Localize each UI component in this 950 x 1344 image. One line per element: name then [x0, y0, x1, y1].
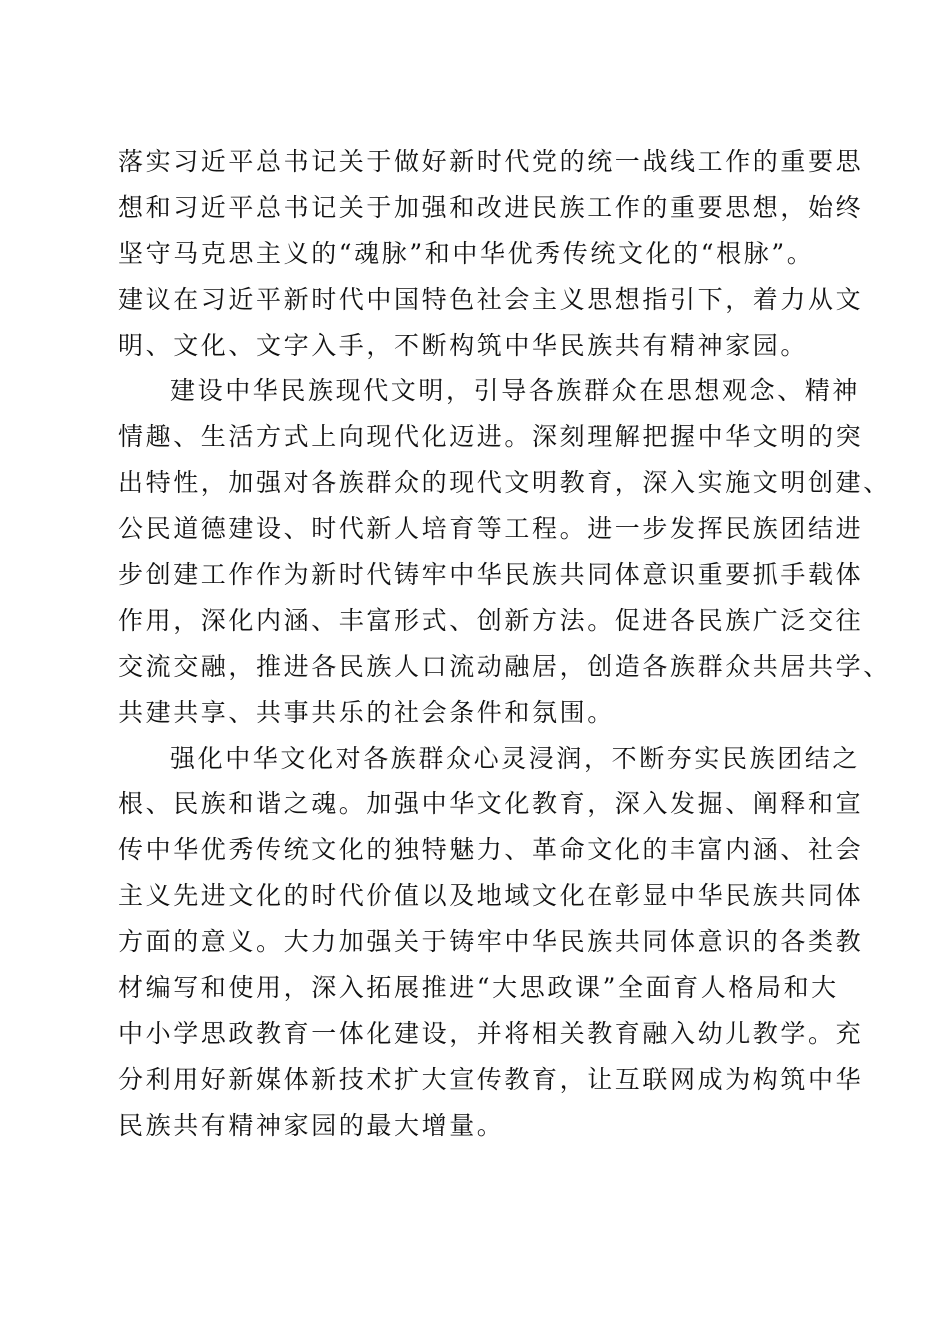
- body-text: [118, 139, 891, 1149]
- paragraph-start-line: 建设中华民族现代文明，引导各族群众在思想观念、精神: [170, 376, 861, 406]
- text-line: 共建共享、共事共乐的社会条件和氛围。: [118, 697, 615, 727]
- text-line: 方面的意义。大力加强关于铸牢中华民族共同体意识的各类教: [118, 927, 864, 957]
- text-line: 步创建工作作为新时代铸牢中华民族共同体意识重要抓手载体: [118, 560, 864, 590]
- text-line: 中小学思政教育一体化建设，并将相关教育融入幼儿教学。充: [118, 1018, 864, 1048]
- text-line: 坚守马克思主义的“魂脉”和中华优秀传统文化的“根脉”。: [118, 238, 815, 268]
- text-line: 分利用好新媒体新技术扩大宣传教育，让互联网成为构筑中华: [118, 1064, 864, 1094]
- text-line: 主义先进文化的时代价值以及地域文化在彰显中华民族共同体: [118, 881, 864, 911]
- paragraph-start-line: 强化中华文化对各族群众心灵浸润，不断夯实民族团结之: [170, 743, 861, 773]
- text-line: 交流交融，推进各民族人口流动融居，创造各族群众共居共学、: [118, 651, 891, 681]
- text-line: 情趣、生活方式上向现代化迈进。深刻理解把握中华文明的突: [118, 422, 864, 452]
- text-line: 落实习近平总书记关于做好新时代党的统一战线工作的重要思: [118, 147, 864, 176]
- text-line: 作用，深化内涵、丰富形式、创新方法。促进各民族广泛交往: [118, 605, 864, 635]
- text-line: 根、民族和谐之魂。加强中华文化教育，深入发掘、阐释和宣: [118, 789, 864, 819]
- text-line: 出特性，加强对各族群众的现代文明教育，深入实施文明创建、: [118, 468, 891, 498]
- text-line: 传中华优秀传统文化的独特魅力、革命文化的丰富内涵、社会: [118, 835, 864, 865]
- text-line: 材编写和使用，深入拓展推进“大思政课”全面育人格局和大: [118, 973, 839, 1003]
- text-line: 想和习近平总书记关于加强和改进民族工作的重要思想，始终: [118, 192, 864, 222]
- text-line: 建议在习近平新时代中国特色社会主义思想指引下，着力从文: [118, 284, 864, 314]
- text-line: 公民道德建设、时代新人培育等工程。进一步发挥民族团结进: [118, 514, 864, 544]
- text-line: 民族共有精神家园的最大增量。: [118, 1110, 505, 1140]
- text-line: 明、文化、文字入手，不断构筑中华民族共有精神家园。: [118, 330, 809, 360]
